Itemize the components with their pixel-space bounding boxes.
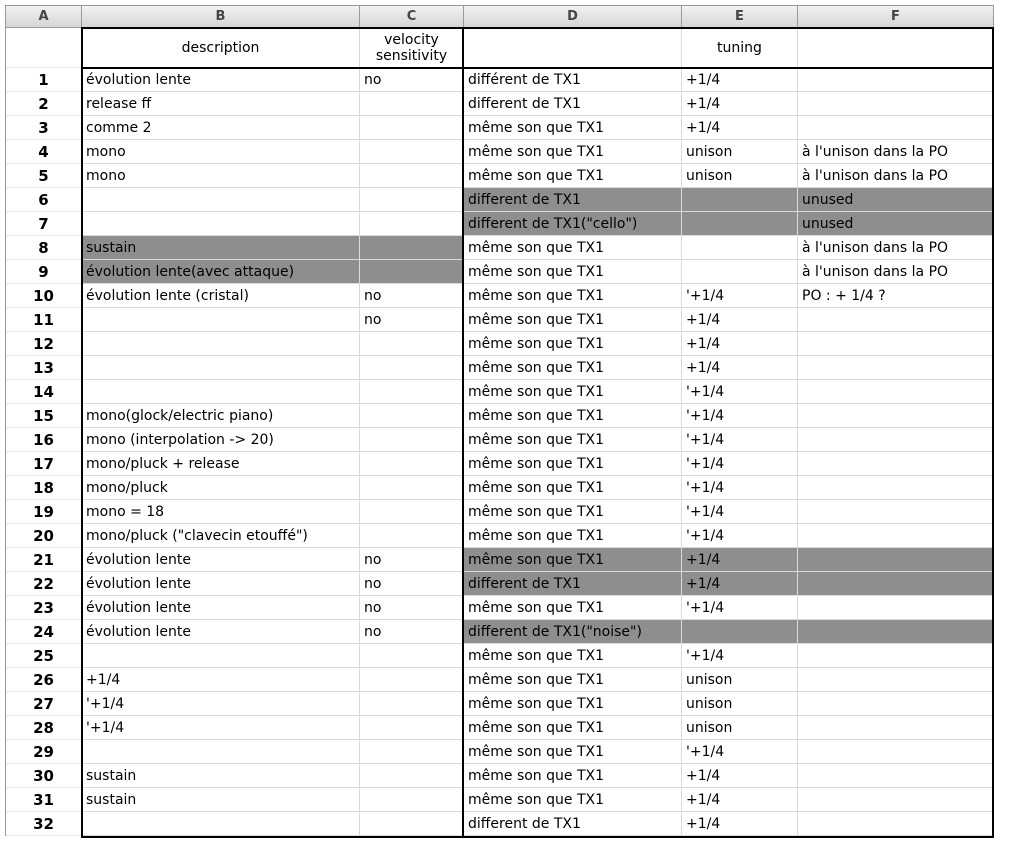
table-row xyxy=(6,548,994,572)
cell-velocity[interactable] xyxy=(360,356,464,380)
cell-sound[interactable]: même son que TX1 xyxy=(464,308,682,332)
cell-velocity[interactable] xyxy=(360,164,464,188)
cell-tuning[interactable]: '+1/4 xyxy=(682,500,798,524)
cell-notes[interactable]: unused xyxy=(798,212,994,236)
cell-notes[interactable] xyxy=(798,572,994,596)
header-cell-tuning[interactable]: tuning xyxy=(682,28,798,68)
cell-description[interactable]: mono/pluck + release xyxy=(82,452,360,476)
table-row xyxy=(6,812,994,836)
cell-velocity[interactable] xyxy=(360,188,464,212)
cell-sound[interactable]: même son que TX1 xyxy=(464,356,682,380)
cell-notes[interactable] xyxy=(798,668,994,692)
cell-notes[interactable] xyxy=(798,308,994,332)
cell-tuning[interactable]: '+1/4 xyxy=(682,476,798,500)
cell-description[interactable]: sustain xyxy=(82,788,360,812)
cell-sound[interactable]: même son que TX1 xyxy=(464,764,682,788)
cell-sound[interactable]: même son que TX1 xyxy=(464,668,682,692)
cell-sound[interactable]: différent de TX1 xyxy=(464,68,682,92)
cell-description[interactable]: mono xyxy=(82,140,360,164)
cell-description[interactable] xyxy=(82,812,360,836)
row-header[interactable]: 14 xyxy=(6,380,82,404)
row-header[interactable]: 18 xyxy=(6,476,82,500)
header-cell-velocity-sensitivity[interactable]: velocity sensitivity xyxy=(360,28,464,68)
cell-tuning[interactable]: '+1/4 xyxy=(682,524,798,548)
cell-notes[interactable] xyxy=(798,332,994,356)
column-header-b[interactable]: B xyxy=(82,6,360,28)
column-header-a[interactable]: A xyxy=(6,6,82,28)
row-header[interactable]: 27 xyxy=(6,692,82,716)
cell-tuning[interactable]: '+1/4 xyxy=(682,380,798,404)
cell-velocity[interactable] xyxy=(360,500,464,524)
cell-notes[interactable] xyxy=(798,716,994,740)
cell-sound[interactable]: même son que TX1 xyxy=(464,524,682,548)
column-header-f[interactable]: F xyxy=(798,6,994,28)
column-header-d[interactable]: D xyxy=(464,6,682,28)
table-row xyxy=(6,452,994,476)
cell-sound[interactable]: different de TX1 xyxy=(464,188,682,212)
cell-notes[interactable] xyxy=(798,500,994,524)
cell-sound[interactable]: même son que TX1 xyxy=(464,164,682,188)
cell-notes[interactable] xyxy=(798,428,994,452)
table-row xyxy=(6,788,994,812)
cell-notes[interactable] xyxy=(798,404,994,428)
cell-tuning[interactable]: +1/4 xyxy=(682,548,798,572)
header-cell-description[interactable]: description xyxy=(82,28,360,68)
cell-tuning[interactable]: unison xyxy=(682,668,798,692)
cell-tuning[interactable]: '+1/4 xyxy=(682,596,798,620)
cell-description[interactable]: mono/pluck ("clavecin etouffé") xyxy=(82,524,360,548)
cell-description[interactable]: sustain xyxy=(82,764,360,788)
table-row xyxy=(6,140,994,164)
header-cell-d[interactable] xyxy=(464,28,682,68)
table-title-row xyxy=(6,28,994,68)
cell-description[interactable]: évolution lente xyxy=(82,548,360,572)
cell-sound[interactable]: different de TX1("cello") xyxy=(464,212,682,236)
cell-velocity[interactable]: no xyxy=(360,548,464,572)
cell-sound[interactable]: même son que TX1 xyxy=(464,788,682,812)
row-header[interactable]: 15 xyxy=(6,404,82,428)
row-header[interactable]: 26 xyxy=(6,668,82,692)
cell-description[interactable]: '+1/4 xyxy=(82,692,360,716)
cell-notes[interactable] xyxy=(798,692,994,716)
cell-notes[interactable] xyxy=(798,116,994,140)
column-header-e[interactable]: E xyxy=(682,6,798,28)
row-header[interactable]: 21 xyxy=(6,548,82,572)
cell-sound[interactable]: même son que TX1 xyxy=(464,476,682,500)
cell-tuning[interactable]: +1/4 xyxy=(682,116,798,140)
cell-description[interactable]: mono xyxy=(82,164,360,188)
cell-description[interactable] xyxy=(82,188,360,212)
table-row xyxy=(6,716,994,740)
row-header[interactable]: 25 xyxy=(6,644,82,668)
cell-velocity[interactable] xyxy=(360,116,464,140)
cell-description[interactable]: comme 2 xyxy=(82,116,360,140)
cell-velocity[interactable] xyxy=(360,788,464,812)
row-header[interactable]: 1 xyxy=(6,68,82,92)
cell-sound[interactable]: different de TX1 xyxy=(464,812,682,836)
table-row xyxy=(6,68,994,92)
cell-description[interactable]: mono (interpolation -> 20) xyxy=(82,428,360,452)
table-header-divider xyxy=(81,67,994,69)
cell-sound[interactable]: different de TX1 xyxy=(464,92,682,116)
table-row xyxy=(6,620,994,644)
row-header[interactable]: 6 xyxy=(6,188,82,212)
table-border-left xyxy=(81,27,83,838)
cell-tuning[interactable]: +1/4 xyxy=(682,572,798,596)
cell-sound[interactable]: même son que TX1 xyxy=(464,380,682,404)
cell-velocity[interactable] xyxy=(360,740,464,764)
cell-sound[interactable]: même son que TX1 xyxy=(464,644,682,668)
cell-description[interactable]: mono(glock/electric piano) xyxy=(82,404,360,428)
cell-notes[interactable]: unused xyxy=(798,188,994,212)
cell-tuning[interactable]: unison xyxy=(682,716,798,740)
table-row xyxy=(6,764,994,788)
cell-tuning[interactable]: '+1/4 xyxy=(682,740,798,764)
row-header[interactable]: 19 xyxy=(6,500,82,524)
row-header[interactable]: 5 xyxy=(6,164,82,188)
cell-notes[interactable] xyxy=(798,740,994,764)
cell-velocity[interactable]: no xyxy=(360,572,464,596)
table-border-top xyxy=(81,27,994,29)
cell-tuning[interactable]: +1/4 xyxy=(682,308,798,332)
cell-tuning[interactable]: '+1/4 xyxy=(682,644,798,668)
cell-notes[interactable] xyxy=(798,644,994,668)
cell-sound[interactable]: même son que TX1 xyxy=(464,452,682,476)
table-row xyxy=(6,188,994,212)
cell-sound[interactable]: même son que TX1 xyxy=(464,428,682,452)
cell-tuning[interactable] xyxy=(682,212,798,236)
cell-velocity[interactable] xyxy=(360,476,464,500)
cell-velocity[interactable] xyxy=(360,380,464,404)
table-row xyxy=(6,332,994,356)
table-row xyxy=(6,284,994,308)
row-header[interactable]: 31 xyxy=(6,788,82,812)
cell-sound[interactable]: même son que TX1 xyxy=(464,116,682,140)
cell-velocity[interactable] xyxy=(360,644,464,668)
row-header[interactable]: 13 xyxy=(6,356,82,380)
cell-sound[interactable]: même son que TX1 xyxy=(464,692,682,716)
table-row xyxy=(6,380,994,404)
row-header[interactable]: 20 xyxy=(6,524,82,548)
table-row xyxy=(6,644,994,668)
header-cell-f[interactable] xyxy=(798,28,994,68)
cell-velocity[interactable] xyxy=(360,452,464,476)
row-header[interactable]: 2 xyxy=(6,92,82,116)
row-header[interactable]: 12 xyxy=(6,332,82,356)
cell-description[interactable]: mono/pluck xyxy=(82,476,360,500)
row-header[interactable]: 24 xyxy=(6,620,82,644)
cell-sound[interactable]: même son que TX1 xyxy=(464,260,682,284)
cell-tuning[interactable]: '+1/4 xyxy=(682,452,798,476)
cell-velocity[interactable] xyxy=(360,140,464,164)
cell-velocity[interactable] xyxy=(360,404,464,428)
table-row xyxy=(6,428,994,452)
cell-velocity[interactable] xyxy=(360,428,464,452)
cell-notes[interactable] xyxy=(798,452,994,476)
cell-description[interactable]: évolution lente xyxy=(82,68,360,92)
table-row xyxy=(6,356,994,380)
table-row xyxy=(6,212,994,236)
cell-sound[interactable]: different de TX1("noise") xyxy=(464,620,682,644)
cell-tuning[interactable]: '+1/4 xyxy=(682,404,798,428)
row-header[interactable]: 16 xyxy=(6,428,82,452)
table-row xyxy=(6,740,994,764)
cell-velocity[interactable]: no xyxy=(360,596,464,620)
cell-description[interactable] xyxy=(82,356,360,380)
cell-tuning[interactable]: unison xyxy=(682,164,798,188)
cell-tuning[interactable] xyxy=(682,188,798,212)
spreadsheet-grid xyxy=(5,5,994,836)
table-column-divider-c-d xyxy=(462,27,464,838)
table-row xyxy=(6,692,994,716)
cell-tuning[interactable] xyxy=(682,260,798,284)
cell-description[interactable]: évolution lente xyxy=(82,572,360,596)
cell-tuning[interactable]: +1/4 xyxy=(682,764,798,788)
cell-sound[interactable]: même son que TX1 xyxy=(464,332,682,356)
row-header[interactable]: 10 xyxy=(6,284,82,308)
cell-velocity[interactable] xyxy=(360,236,464,260)
cell-sound[interactable]: même son que TX1 xyxy=(464,500,682,524)
row-header[interactable]: 32 xyxy=(6,812,82,836)
cell-sound[interactable]: different de TX1 xyxy=(464,572,682,596)
row-header[interactable]: 23 xyxy=(6,596,82,620)
row-header[interactable]: 8 xyxy=(6,236,82,260)
table-row xyxy=(6,164,994,188)
table-border-right xyxy=(992,27,994,838)
table-row xyxy=(6,116,994,140)
data-rows xyxy=(6,68,994,836)
cell-description[interactable]: mono = 18 xyxy=(82,500,360,524)
column-header-row xyxy=(6,6,994,28)
cell-notes[interactable]: à l'unison dans la PO xyxy=(798,236,994,260)
cell-tuning[interactable]: +1/4 xyxy=(682,812,798,836)
cell-notes[interactable] xyxy=(798,92,994,116)
cell-sound[interactable]: même son que TX1 xyxy=(464,404,682,428)
cell-tuning[interactable] xyxy=(682,620,798,644)
column-header-c[interactable]: C xyxy=(360,6,464,28)
cell-velocity[interactable]: no xyxy=(360,620,464,644)
cell-velocity[interactable]: no xyxy=(360,68,464,92)
row-header[interactable]: 4 xyxy=(6,140,82,164)
cell-velocity[interactable] xyxy=(360,260,464,284)
cell-description[interactable] xyxy=(82,308,360,332)
table-row xyxy=(6,500,994,524)
row-header[interactable]: 30 xyxy=(6,764,82,788)
cell-description[interactable] xyxy=(82,212,360,236)
cell-velocity[interactable]: no xyxy=(360,284,464,308)
cell-tuning[interactable]: '+1/4 xyxy=(682,284,798,308)
table-row xyxy=(6,572,994,596)
row-header[interactable]: 22 xyxy=(6,572,82,596)
cell-velocity[interactable] xyxy=(360,716,464,740)
cell-description[interactable]: évolution lente(avec attaque) xyxy=(82,260,360,284)
cell-notes[interactable] xyxy=(798,548,994,572)
table-row xyxy=(6,668,994,692)
table-row xyxy=(6,404,994,428)
cell-velocity[interactable] xyxy=(360,692,464,716)
cell-description[interactable]: '+1/4 xyxy=(82,716,360,740)
cell-notes[interactable]: à l'unison dans la PO xyxy=(798,140,994,164)
cell-sound[interactable]: même son que TX1 xyxy=(464,284,682,308)
table-row xyxy=(6,260,994,284)
table-row xyxy=(6,92,994,116)
cell-description[interactable] xyxy=(82,644,360,668)
row-header[interactable]: 9 xyxy=(6,260,82,284)
cell-tuning[interactable]: unison xyxy=(682,692,798,716)
cell-notes[interactable] xyxy=(798,356,994,380)
cell-tuning[interactable]: +1/4 xyxy=(682,92,798,116)
cell-velocity[interactable] xyxy=(360,92,464,116)
cell-tuning[interactable]: +1/4 xyxy=(682,332,798,356)
cell-sound[interactable]: même son que TX1 xyxy=(464,140,682,164)
cell-notes[interactable] xyxy=(798,788,994,812)
cell-velocity[interactable] xyxy=(360,764,464,788)
cell-notes[interactable] xyxy=(798,620,994,644)
cell-sound[interactable]: même son que TX1 xyxy=(464,548,682,572)
cell-notes[interactable] xyxy=(798,68,994,92)
cell-velocity[interactable] xyxy=(360,524,464,548)
table-row xyxy=(6,236,994,260)
cell-velocity[interactable] xyxy=(360,668,464,692)
row-header[interactable]: 11 xyxy=(6,308,82,332)
cell-tuning[interactable] xyxy=(682,236,798,260)
cell-sound[interactable]: même son que TX1 xyxy=(464,740,682,764)
cell-description[interactable]: évolution lente xyxy=(82,596,360,620)
row-header-title[interactable] xyxy=(6,28,82,68)
cell-velocity[interactable] xyxy=(360,212,464,236)
cell-notes[interactable]: PO : + 1/4 ? xyxy=(798,284,994,308)
cell-description[interactable]: évolution lente (cristal) xyxy=(82,284,360,308)
cell-tuning[interactable]: '+1/4 xyxy=(682,428,798,452)
cell-velocity[interactable] xyxy=(360,812,464,836)
table-border-bottom xyxy=(81,836,994,838)
cell-sound[interactable]: même son que TX1 xyxy=(464,716,682,740)
cell-tuning[interactable]: unison xyxy=(682,140,798,164)
cell-description[interactable]: sustain xyxy=(82,236,360,260)
cell-velocity[interactable] xyxy=(360,332,464,356)
row-header[interactable]: 28 xyxy=(6,716,82,740)
table-row xyxy=(6,524,994,548)
cell-description[interactable] xyxy=(82,740,360,764)
row-header[interactable]: 7 xyxy=(6,212,82,236)
table-row xyxy=(6,476,994,500)
table-row xyxy=(6,596,994,620)
cell-tuning[interactable]: +1/4 xyxy=(682,788,798,812)
table-row xyxy=(6,308,994,332)
cell-notes[interactable] xyxy=(798,764,994,788)
cell-description[interactable]: +1/4 xyxy=(82,668,360,692)
cell-notes[interactable] xyxy=(798,596,994,620)
row-header[interactable]: 17 xyxy=(6,452,82,476)
cell-sound[interactable]: même son que TX1 xyxy=(464,236,682,260)
cell-sound[interactable]: même son que TX1 xyxy=(464,596,682,620)
row-header[interactable]: 3 xyxy=(6,116,82,140)
cell-description[interactable] xyxy=(82,332,360,356)
cell-velocity[interactable]: no xyxy=(360,308,464,332)
cell-notes[interactable] xyxy=(798,812,994,836)
cell-description[interactable]: évolution lente xyxy=(82,620,360,644)
cell-notes[interactable] xyxy=(798,476,994,500)
cell-notes[interactable] xyxy=(798,380,994,404)
cell-description[interactable] xyxy=(82,380,360,404)
row-header[interactable]: 29 xyxy=(6,740,82,764)
cell-tuning[interactable]: +1/4 xyxy=(682,68,798,92)
cell-notes[interactable]: à l'unison dans la PO xyxy=(798,164,994,188)
cell-notes[interactable]: à l'unison dans la PO xyxy=(798,260,994,284)
cell-tuning[interactable]: +1/4 xyxy=(682,356,798,380)
cell-description[interactable]: release ff xyxy=(82,92,360,116)
cell-notes[interactable] xyxy=(798,524,994,548)
